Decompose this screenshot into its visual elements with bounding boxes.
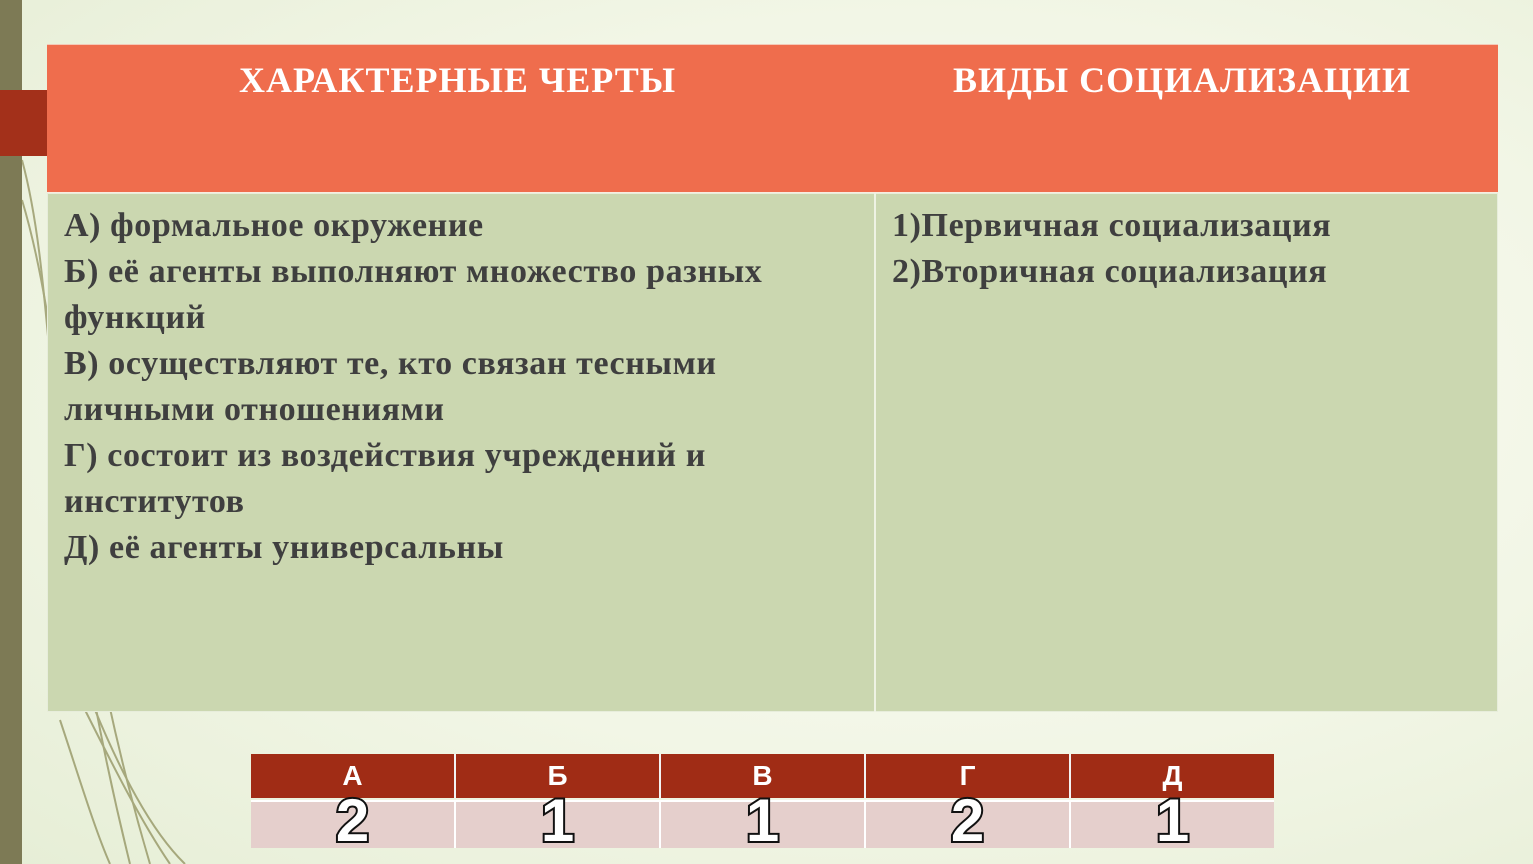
answer-letter-cell: Б — [456, 754, 661, 798]
header-characteristics: ХАРАКТЕРНЫЕ ЧЕРТЫ — [239, 60, 677, 100]
column-divider — [874, 193, 876, 712]
list-item: 2)Вторичная социализация — [892, 253, 1328, 290]
answer-value-cell — [251, 787, 456, 854]
list-item: функций — [64, 299, 206, 336]
answer-letter-cell: Г — [866, 754, 1071, 798]
list-item: Д) её агенты универсальны — [64, 529, 504, 566]
list-item: А) формальное окружение — [64, 207, 484, 244]
list-item: личными отношениями — [64, 391, 445, 428]
answer-value-cell — [1071, 787, 1274, 854]
answer-digit: 1 — [1155, 787, 1190, 854]
answer-value-cell — [866, 787, 1071, 854]
list-item: Г) состоит из воздействия учреждений и — [64, 437, 706, 474]
answer-digit: 1 — [540, 787, 575, 854]
matching-table — [47, 44, 1498, 712]
answer-digit: 2 — [950, 787, 985, 854]
answer-letter-cell: В — [661, 754, 866, 798]
list-item: 1)Первичная социализация — [892, 207, 1332, 244]
answer-digit: 1 — [745, 787, 780, 854]
answer-table — [251, 754, 1274, 854]
list-item: институтов — [64, 483, 245, 520]
table-header-row — [47, 44, 1498, 194]
characteristics-list — [64, 203, 854, 571]
header-socialization-types: ВИДЫ СОЦИАЛИЗАЦИИ — [953, 60, 1411, 100]
answer-letter-cell: А — [251, 754, 456, 798]
table-body-row — [47, 193, 1498, 712]
answer-letter-cell: Д — [1071, 754, 1274, 798]
answer-digit: 2 — [335, 787, 370, 854]
answer-values-row — [251, 787, 1274, 854]
list-item: Б) её агенты выполняют множество разных — [64, 253, 763, 290]
list-item: В) осуществляют те, кто связан тесными — [64, 345, 717, 382]
answer-value-cell — [456, 787, 661, 854]
answer-value-cell — [661, 787, 866, 854]
socialization-types-list — [892, 203, 1482, 295]
